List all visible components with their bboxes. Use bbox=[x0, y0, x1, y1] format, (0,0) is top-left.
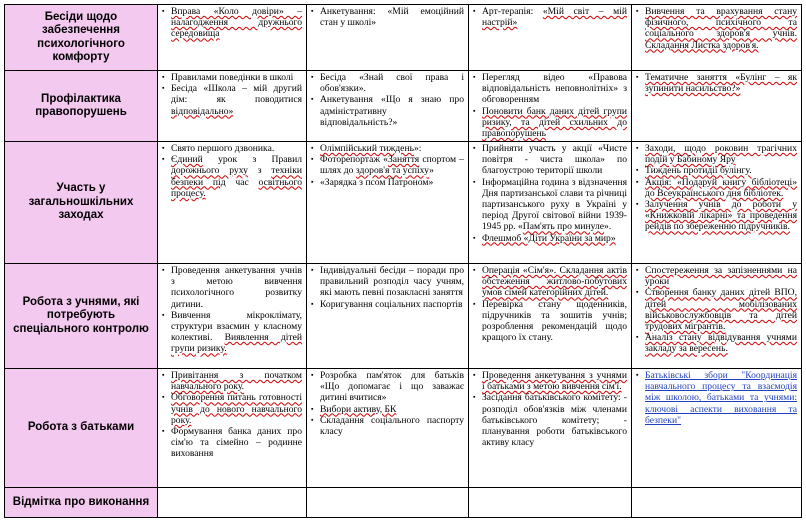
bullet-icon: ▪ bbox=[162, 144, 165, 152]
bullet-icon: ▪ bbox=[311, 144, 314, 152]
bullet-icon: ▪ bbox=[636, 333, 639, 342]
text-run: Анкетування «Що я знаю про адміністративну відповідальність?» bbox=[320, 94, 464, 128]
text-run: Фоторепортаж « bbox=[320, 154, 388, 166]
bullet-icon: ▪ bbox=[473, 371, 476, 379]
bullet-icon: ▪ bbox=[636, 73, 639, 81]
text-run: Єдиний bbox=[171, 154, 203, 166]
item-text bbox=[320, 265, 464, 299]
item-text bbox=[320, 299, 464, 310]
list-item bbox=[636, 332, 797, 354]
list-item bbox=[473, 233, 627, 244]
item-text bbox=[320, 72, 464, 94]
item-text bbox=[482, 392, 627, 448]
bullet-icon: ▪ bbox=[162, 371, 165, 379]
item-text bbox=[171, 143, 302, 154]
row-header: Відмітка про виконання bbox=[5, 488, 158, 518]
text-run: Коригування соціальних паспортів bbox=[320, 298, 463, 310]
cell bbox=[307, 369, 469, 488]
bullet-icon: ▪ bbox=[311, 7, 314, 15]
item-text bbox=[482, 265, 627, 299]
item-text bbox=[645, 287, 797, 332]
list-item bbox=[473, 392, 627, 448]
text-run: Створення банку даних дітей ВПО, дітей мобілізованих військовослужбовців та дітей трудових мігрантів. bbox=[645, 287, 797, 333]
item-text bbox=[171, 83, 302, 117]
text-run: Виявлення дітей групи ризику. bbox=[171, 332, 303, 355]
list-item bbox=[473, 72, 627, 106]
item-text bbox=[482, 72, 627, 106]
meeting-link[interactable]: Батьківські збори "Координація навчального процесу та взаємодія між школою, батьками та учнями: ключові аспекти виховання та безпеки" bbox=[645, 370, 797, 426]
list-item bbox=[473, 106, 627, 140]
list-item bbox=[636, 165, 797, 176]
bullet-icon: ▪ bbox=[162, 7, 165, 15]
text-run: Формування банка даних про сім'ю та сімейно – родинне виховання bbox=[171, 426, 302, 460]
cell bbox=[632, 264, 802, 369]
bullet-icon: ▪ bbox=[473, 299, 476, 308]
text-run: Інформаційна година з відзначення Дня партизанської слави та річниці партизанського руху в Україні у період Другої світової війни 1939-1945 рр. « bbox=[482, 176, 627, 233]
list-item bbox=[473, 299, 627, 344]
item-text bbox=[482, 177, 627, 233]
text-run: Залучення учнів до роботи у «Книжковій лікарні» та проведення рейдів по збереженню підручників. bbox=[645, 199, 797, 233]
table-row bbox=[5, 488, 802, 518]
item-text bbox=[645, 6, 797, 51]
item-text bbox=[320, 370, 464, 404]
item-text bbox=[482, 370, 627, 392]
text-run: «Зарядка з псом Патроном» bbox=[320, 176, 434, 188]
cell bbox=[158, 488, 307, 518]
cell bbox=[632, 5, 802, 71]
bullet-icon: ▪ bbox=[473, 106, 476, 115]
item-text bbox=[320, 6, 464, 28]
item-text bbox=[645, 265, 797, 287]
table-row bbox=[5, 369, 802, 488]
bullet-icon: ▪ bbox=[636, 144, 639, 152]
row-header: Робота з батьками bbox=[5, 369, 158, 488]
item-text bbox=[320, 94, 464, 128]
table-row bbox=[5, 5, 802, 71]
cell bbox=[632, 71, 802, 142]
text-run: Поновити банк даних дітей групи ризику, та дітей схильних до правопорушень bbox=[482, 105, 627, 140]
bullet-icon: ▪ bbox=[636, 288, 639, 297]
bullet-icon: ▪ bbox=[636, 7, 639, 15]
cell bbox=[469, 71, 632, 142]
bullet-icon: ▪ bbox=[636, 266, 639, 274]
item-text bbox=[320, 404, 464, 415]
item-text bbox=[171, 154, 302, 199]
item-text bbox=[320, 154, 464, 176]
cell bbox=[632, 488, 802, 518]
text-run: Перевірка стану щоденників, підручників та зошитів учнів; розроблення рекомендацій щодо кращого їх стану. bbox=[482, 298, 627, 344]
text-run: Заходи, щодо роковин трагічних подій у Бабиному Яру bbox=[645, 143, 797, 166]
text-run: Індивідуальні бесіди – поради про правильний розподіл часу учням, які мають певні позакласні заняття bbox=[320, 265, 464, 299]
item-text bbox=[171, 310, 302, 355]
cell bbox=[307, 488, 469, 518]
item-text bbox=[171, 72, 302, 83]
cell bbox=[632, 369, 802, 488]
item-text bbox=[645, 370, 797, 426]
item-text bbox=[320, 143, 464, 154]
item-text bbox=[645, 332, 797, 354]
text-run: урок з Правил bbox=[202, 154, 302, 166]
bullet-icon: ▪ bbox=[162, 393, 165, 402]
list-item bbox=[473, 6, 627, 28]
row-header: Бесіди щодо забезпечення психологічного комфорту bbox=[5, 5, 158, 71]
list-item bbox=[311, 370, 464, 404]
text-run: Вивчення мікроклімату, структури взаємин у класному колективі. bbox=[171, 309, 302, 344]
list-item bbox=[162, 426, 302, 460]
text-run: ». bbox=[604, 221, 612, 233]
text-run: дорожнього руху bbox=[171, 165, 248, 177]
list-item bbox=[311, 72, 464, 94]
cell bbox=[158, 142, 307, 264]
text-run: Привітання з початком навчального року. bbox=[171, 370, 302, 393]
list-item bbox=[311, 299, 464, 310]
text-run: Олімпійський тиждень bbox=[320, 143, 414, 154]
text-run: Прийняти участь у акції «Чисте повітря - чиста школа» по благоустрою території школи bbox=[482, 143, 627, 177]
item-text bbox=[171, 265, 302, 310]
text-run: Вправа «Коло довіри» – налагодження дружнього середовища bbox=[171, 6, 302, 40]
row-header: Робота з учнями, які потребують спеціального контролю bbox=[5, 264, 158, 369]
list-item bbox=[162, 143, 302, 154]
list-item bbox=[636, 199, 797, 233]
text-run: Тематичне заняття «Булінг – як зупинити насильство?» bbox=[645, 72, 797, 95]
cell bbox=[307, 264, 469, 369]
list-item bbox=[311, 6, 464, 28]
text-run: Акція: «Подаруй книгу бібліотеці» до Всеукраїнського дня бібліотек. bbox=[645, 176, 797, 199]
row-header: Участь у загальношкільних заходах bbox=[5, 142, 158, 264]
text-run: Бесіда «Школа – мій другий дім: як поводитися bbox=[171, 83, 302, 106]
text-run: спортом – шлях до bbox=[320, 154, 464, 177]
text-run: «Мій світ – мій настрій» bbox=[482, 6, 627, 29]
item-text bbox=[645, 143, 797, 165]
list-item bbox=[162, 370, 302, 392]
text-run: Операція «Сім'я». Складання актів обстеження житлово-побутових умов сімей категорійних дітей. bbox=[482, 265, 627, 299]
cell bbox=[158, 369, 307, 488]
list-item bbox=[473, 177, 627, 233]
text-run: Заняття bbox=[387, 154, 420, 166]
cell bbox=[307, 5, 469, 71]
cell bbox=[632, 142, 802, 264]
bullet-icon: ▪ bbox=[473, 177, 476, 186]
plan-table bbox=[4, 4, 802, 518]
cell bbox=[469, 5, 632, 71]
table-row bbox=[5, 142, 802, 264]
item-text bbox=[645, 199, 797, 233]
text-run: »: bbox=[413, 143, 422, 154]
text-run: освітнього процесу. bbox=[171, 176, 303, 199]
bullet-icon: ▪ bbox=[473, 393, 476, 402]
cell bbox=[469, 369, 632, 488]
item-text bbox=[482, 299, 627, 344]
bullet-icon: ▪ bbox=[162, 310, 165, 319]
text-run: Проведення анкетування з учнями і батьками з метою вивчення сім'ї. bbox=[482, 370, 627, 393]
text-run: Розробка пам'яток для батьків «Що допомагає і що заважає дитині вчитися» bbox=[320, 370, 464, 404]
text-run: Аналіз стану відвідування учнями закладу за вересень. bbox=[645, 332, 797, 355]
cell bbox=[307, 142, 469, 264]
item-text bbox=[320, 177, 464, 188]
text-run: Бесіда «Знай свої права і обов'язки». bbox=[320, 72, 464, 95]
list-item bbox=[636, 72, 797, 94]
list-item bbox=[162, 154, 302, 199]
text-run: з bbox=[247, 165, 272, 177]
bullet-icon: ▪ bbox=[473, 266, 476, 274]
bullet-icon: ▪ bbox=[636, 371, 639, 379]
text-run: Засідання батьківського комітету: - розподіл обов'язків між членами батьківського комітету; - планування роботи батьківського активу класу bbox=[482, 392, 627, 449]
bullet-icon: ▪ bbox=[311, 371, 314, 379]
item-text bbox=[482, 6, 627, 28]
item-text bbox=[482, 233, 627, 244]
item-text bbox=[645, 165, 797, 176]
list-item bbox=[473, 370, 627, 392]
bullet-icon: ▪ bbox=[311, 95, 314, 104]
text-run: » bbox=[429, 165, 434, 177]
bullet-icon: ▪ bbox=[311, 299, 314, 308]
bullet-icon: ▪ bbox=[473, 7, 476, 15]
bullet-icon: ▪ bbox=[162, 266, 165, 274]
bullet-icon: ▪ bbox=[311, 415, 314, 424]
list-item bbox=[162, 265, 302, 310]
item-text bbox=[171, 392, 302, 426]
list-item bbox=[162, 6, 302, 40]
text-run: Вивчення та врахування стану фізичного, психічного та соціального здоров'я учнів. Складання Листка здоров'я. bbox=[645, 6, 797, 51]
bullet-icon: ▪ bbox=[162, 427, 165, 436]
list-item bbox=[311, 177, 464, 188]
table-row bbox=[5, 71, 802, 142]
item-text bbox=[482, 143, 627, 177]
cell bbox=[158, 71, 307, 142]
cell bbox=[158, 5, 307, 71]
bullet-icon: ▪ bbox=[162, 155, 165, 164]
text-run: здоров'я та успіху bbox=[355, 165, 430, 177]
list-item bbox=[311, 404, 464, 415]
text-run: Свято першого дзвоника. bbox=[171, 143, 275, 154]
text-run: Проведення анкетування учнів з метою вивчення психологічного розвитку дитини. bbox=[171, 265, 302, 310]
text-run: відповідально» bbox=[171, 105, 234, 117]
list-item bbox=[162, 83, 302, 117]
list-item bbox=[162, 310, 302, 355]
list-item bbox=[636, 287, 797, 332]
text-run: Анкетування: «Мій емоційний стан у школі» bbox=[320, 6, 464, 29]
list-item bbox=[311, 143, 464, 154]
bullet-icon: ▪ bbox=[162, 84, 165, 93]
text-run: час bbox=[225, 176, 259, 188]
list-item bbox=[473, 143, 627, 177]
table-row bbox=[5, 264, 802, 369]
item-text bbox=[171, 370, 302, 392]
text-run: Тиждень протидії булінгу. bbox=[645, 165, 752, 177]
list-item bbox=[311, 415, 464, 437]
list-item bbox=[162, 392, 302, 426]
text-run: Перегляд відео «Правова відповідальність неповнолітніх» з обговоренням bbox=[482, 72, 627, 106]
text-run: техніки безпеки під bbox=[171, 165, 302, 188]
cell bbox=[469, 264, 632, 369]
bullet-icon: ▪ bbox=[636, 200, 639, 209]
bullet-icon: ▪ bbox=[636, 177, 639, 186]
text-run: Складання соціального паспорту класу bbox=[320, 414, 464, 438]
text-run: Флешмоб «Діти України за мир» bbox=[482, 232, 616, 244]
list-item bbox=[311, 94, 464, 128]
text-run: Пам'ять про минуле bbox=[522, 221, 605, 233]
bullet-icon: ▪ bbox=[162, 73, 165, 81]
list-item bbox=[311, 154, 464, 176]
list-item bbox=[636, 370, 797, 426]
row-header: Профілактика правопорушень bbox=[5, 71, 158, 142]
cell bbox=[469, 488, 632, 518]
bullet-icon: ▪ bbox=[311, 266, 314, 274]
list-item bbox=[311, 265, 464, 299]
item-text bbox=[171, 6, 302, 40]
item-text bbox=[482, 106, 627, 140]
bullet-icon: ▪ bbox=[311, 73, 314, 81]
cell bbox=[307, 71, 469, 142]
text-run: Арт-терапія: bbox=[482, 6, 543, 17]
item-text bbox=[171, 426, 302, 460]
item-text bbox=[645, 72, 797, 94]
bullet-icon: ▪ bbox=[636, 166, 639, 175]
bullet-icon: ▪ bbox=[311, 177, 314, 186]
text-run: Спостереження за запізненнями на уроки bbox=[645, 265, 797, 288]
list-item bbox=[162, 72, 302, 83]
text-run: Правилами поведінки в школі bbox=[171, 72, 294, 83]
bullet-icon: ▪ bbox=[473, 144, 476, 152]
list-item bbox=[636, 143, 797, 165]
bullet-icon: ▪ bbox=[311, 155, 314, 164]
bullet-icon: ▪ bbox=[311, 404, 314, 413]
text-run: Вибори активу, БК bbox=[320, 403, 397, 415]
item-text bbox=[320, 415, 464, 437]
list-item bbox=[636, 177, 797, 199]
list-item bbox=[473, 265, 627, 299]
text-run: Обговорення питань готовності учнів до нового навчального року. bbox=[171, 392, 302, 426]
cell bbox=[158, 264, 307, 369]
item-text bbox=[645, 177, 797, 199]
bullet-icon: ▪ bbox=[473, 233, 476, 242]
bullet-icon: ▪ bbox=[473, 73, 476, 81]
cell bbox=[469, 142, 632, 264]
list-item bbox=[636, 6, 797, 51]
list-item bbox=[636, 265, 797, 287]
